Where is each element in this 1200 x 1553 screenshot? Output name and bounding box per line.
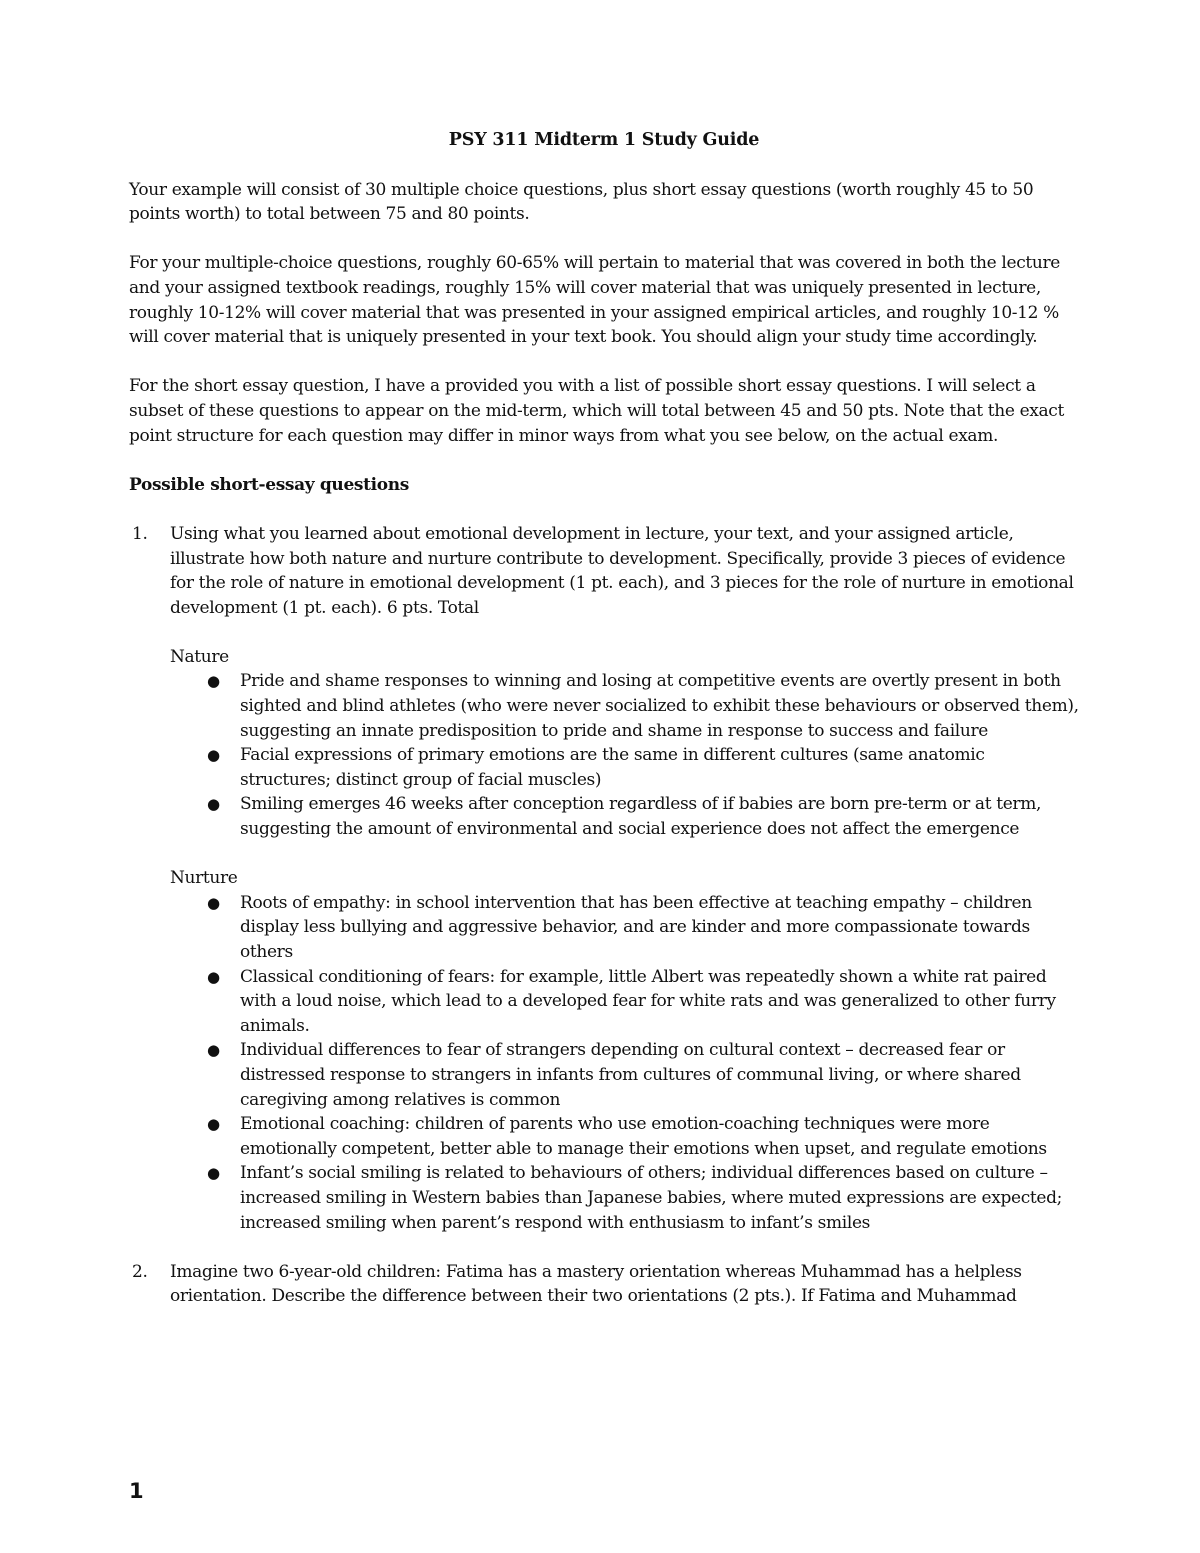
- bullet-list: [170, 891, 1079, 1235]
- list-item: [170, 1112, 1079, 1161]
- list-item-text: Facial expressions of primary emotions are the same in different cultures (same anatomic structures; distinct group of facial muscles): [240, 745, 985, 790]
- list-item: [170, 1038, 1079, 1112]
- list-item-text: Emotional coaching: children of parents who use emotion-coaching techniques were more emotionally competent, better able to manage their emotions when upset, and regulate emotions: [240, 1114, 1047, 1159]
- bullet-icon: ●: [207, 795, 220, 814]
- list-item-text: Pride and shame responses to winning and losing at competitive events are overtly present in both sighted and blind athletes (who were never socialized to exhibit these behaviours or observed them), suggesting an innate predisposition to pride and shame in response to success and failure: [240, 671, 1079, 741]
- question-number: 2.: [132, 1261, 148, 1282]
- list-item: [170, 743, 1079, 792]
- section-heading: Possible short-essay questions: [129, 474, 409, 495]
- list-item: [170, 669, 1079, 743]
- group-title: Nature: [170, 646, 229, 667]
- list-item-text: Classical conditioning of fears: for example, little Albert was repeatedly shown a white rat paired with a loud noise, which lead to a developed fear for white rats and was generalized to other furry animals.: [240, 966, 1056, 1036]
- bullet-icon: ●: [207, 1115, 220, 1134]
- question-text: Using what you learned about emotional development in lecture, your text, and your assigned article, illustrate how both nature and nurture contribute to development. Specifically, provide 3 pieces of evidence for the role of nature in emotional development (1 pt. each), and 3 pieces for the role of nurture in emotional development (1 pt. each). 6 pts. Total: [170, 523, 1074, 618]
- question-1: [129, 522, 1079, 620]
- bullet-icon: ●: [207, 672, 220, 691]
- group-title: Nurture: [170, 868, 238, 889]
- page-content: [129, 128, 1079, 1334]
- nature-group: [170, 645, 1079, 842]
- intro-paragraph: Your example will consist of 30 multiple choice questions, plus short essay questions (worth roughly 45 to 50 points worth) to total between 75 and 80 points.: [129, 179, 1034, 225]
- list-item: [170, 1161, 1079, 1235]
- list-item-text: Infant’s social smiling is related to behaviours of others; individual differences based on culture – increased smiling in Western babies than Japanese babies, where muted expressions are expected; increased smiling when parent’s respond with enthusiasm to infant’s smiles: [240, 1163, 1063, 1233]
- page-number: 1: [129, 1479, 144, 1503]
- question-text: Imagine two 6-year-old children: Fatima has a mastery orientation whereas Muhammad has a helpless orientation. Describe the difference between their two orientations (2 pts.). If Fatima and Muhammad: [170, 1261, 1022, 1307]
- list-item: [170, 792, 1079, 841]
- list-item-text: Roots of empathy: in school intervention that has been effective at teaching empathy – children display less bullying and aggressive behavior, and are kinder and more compassionate towards others: [240, 892, 1032, 962]
- bullet-icon: ●: [207, 746, 220, 765]
- question-2: [129, 1260, 1079, 1309]
- question-number: 1.: [132, 523, 148, 544]
- intro-paragraph: For your multiple-choice questions, roughly 60-65% will pertain to material that was covered in both the lecture and your assigned textbook readings, roughly 15% will cover material that was uniquely presented in lecture, roughly 10-12% will cover material that was presented in your assigned empirical articles, and roughly 10-12 % will cover material that is uniquely presented in your text book. You should align your study time accordingly.: [129, 253, 1060, 348]
- list-item-text: Individual differences to fear of strangers depending on cultural context – decreased fear or distressed response to strangers in infants from cultures of communal living, or where shared caregiving among relatives is common: [240, 1040, 1021, 1110]
- bullet-icon: ●: [207, 1041, 220, 1060]
- list-item: [170, 965, 1079, 1039]
- bullet-icon: ●: [207, 967, 220, 986]
- intro-paragraph: For the short essay question, I have a provided you with a list of possible short essay questions. I will select a subset of these questions to appear on the mid-term, which will total between 45 and 50 pts. Note that the exact point structure for each question may differ in minor ways from what you see below, on the actual exam.: [129, 376, 1064, 446]
- nurture-group: [170, 866, 1079, 1235]
- page-title: PSY 311 Midterm 1 Study Guide: [448, 130, 760, 150]
- bullet-icon: ●: [207, 1164, 220, 1183]
- list-item: [170, 891, 1079, 965]
- bullet-list: [170, 669, 1079, 841]
- bullet-icon: ●: [207, 893, 220, 912]
- list-item-text: Smiling emerges 46 weeks after conception regardless of if babies are born pre-term or at term, suggesting the amount of environmental and social experience does not affect the emergence: [240, 794, 1042, 840]
